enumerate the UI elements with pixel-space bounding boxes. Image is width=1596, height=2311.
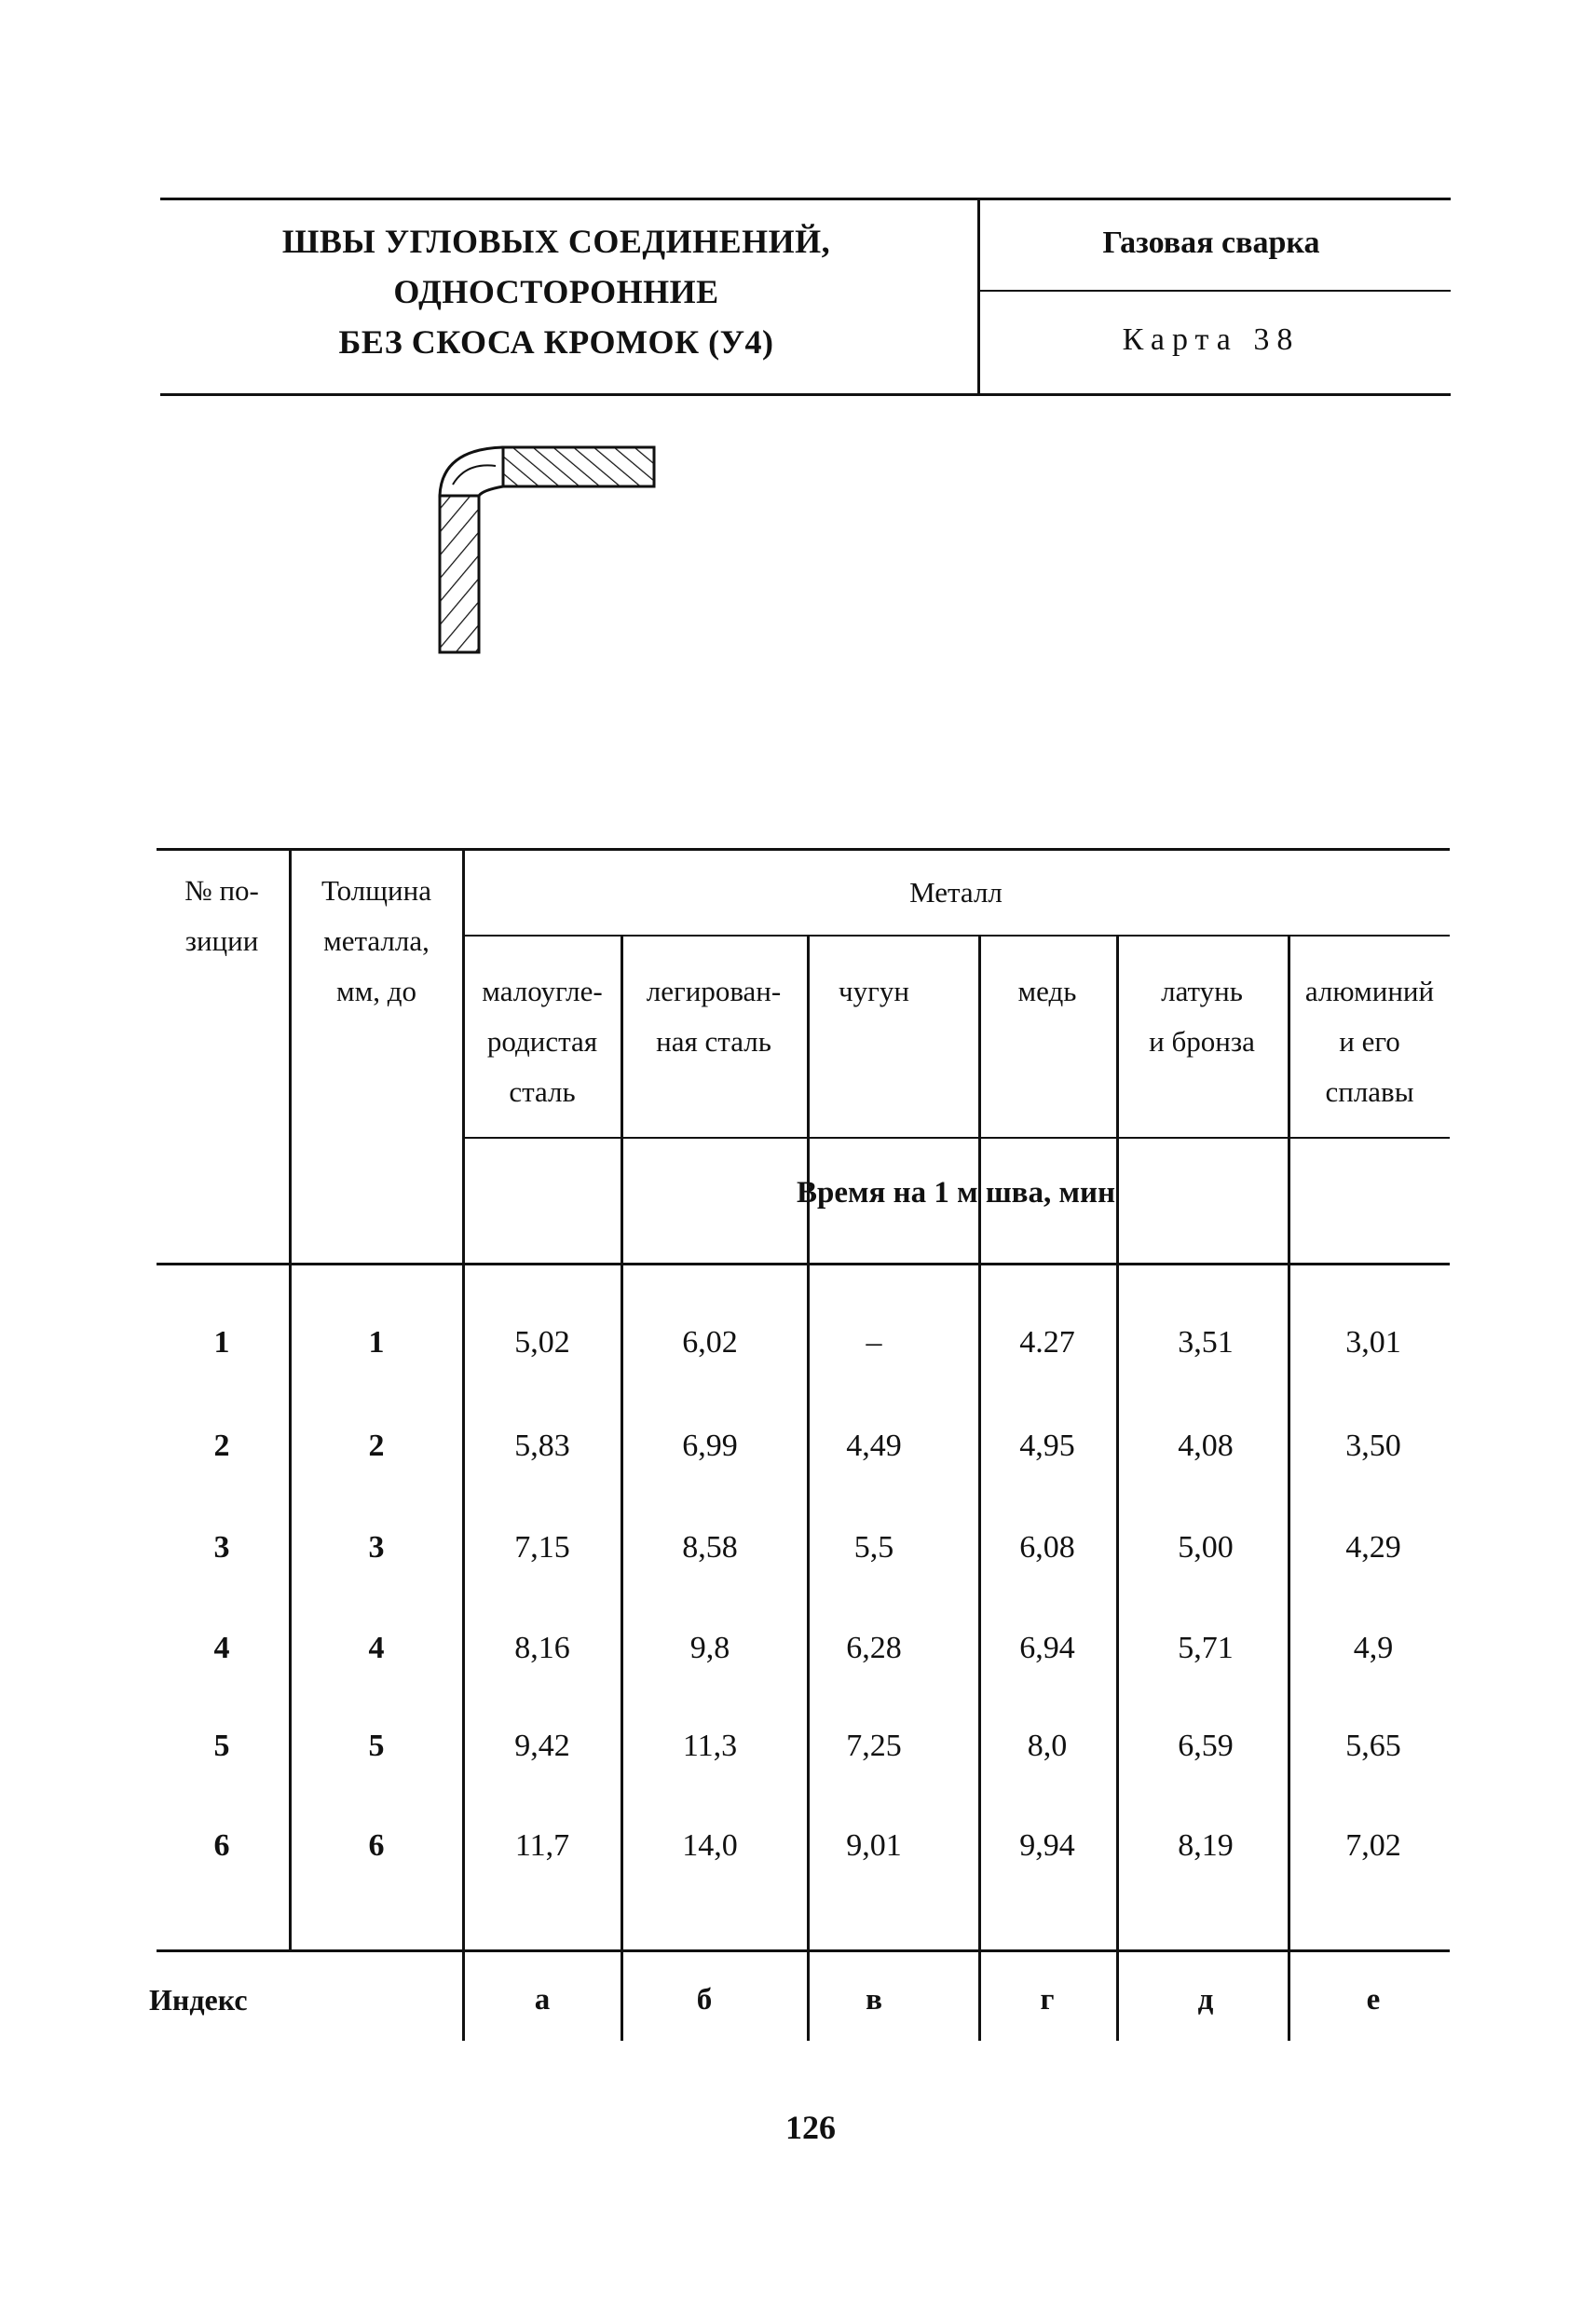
row-position: 4 (213, 1631, 230, 1665)
title-right-divider (977, 290, 1451, 292)
time-value-cell: 5,83 (514, 1429, 570, 1463)
metal-header-steel-line-2: родистая (486, 1025, 598, 1058)
time-value-cell: 8,58 (682, 1530, 738, 1565)
time-value-cell: 6,08 (1019, 1530, 1075, 1565)
time-value-cell: 9,8 (689, 1631, 730, 1665)
metal-header-alloy-line-1: легирован- (646, 975, 782, 1007)
time-value-cell: 6,59 (1178, 1729, 1234, 1763)
position-header-line-2: зиции (184, 924, 259, 957)
metal-header-brass-line-2: и бронза (1149, 1025, 1255, 1058)
row-thickness: 2 (368, 1429, 385, 1463)
time-value-cell: – (866, 1325, 882, 1360)
metal-header-aluminium-line-2: и его (1339, 1025, 1400, 1058)
time-value-cell: 8,0 (1027, 1729, 1068, 1763)
row-thickness: 4 (368, 1631, 385, 1665)
time-value-cell: 9,01 (846, 1828, 902, 1863)
index-cell: е (1366, 1983, 1381, 2017)
time-value-cell: 4,95 (1019, 1429, 1075, 1463)
time-value-cell: 4,9 (1353, 1631, 1394, 1665)
row-thickness: 6 (368, 1828, 385, 1863)
index-cell: а (534, 1983, 551, 2017)
vertical-plate (440, 496, 479, 652)
time-value-cell: 6,94 (1019, 1631, 1075, 1665)
index-cell: д (1197, 1983, 1214, 2017)
time-value-cell: 7,25 (846, 1729, 902, 1763)
title-line-2: ОДНОСТОРОННИЕ (393, 273, 719, 310)
weld-figure-svg (429, 429, 671, 662)
time-value-cell: 5,00 (1178, 1530, 1234, 1565)
col-divider-4 (807, 935, 810, 2041)
metal-header-copper: медь (1017, 975, 1077, 1007)
time-value-cell: 3,50 (1345, 1429, 1401, 1463)
time-value-cell: 4,49 (846, 1429, 902, 1463)
index-cell: б (696, 1983, 713, 2017)
corner-joint-diagram (429, 429, 671, 662)
time-value-cell: 3,51 (1178, 1325, 1234, 1360)
time-value-cell: 5,71 (1178, 1631, 1234, 1665)
time-value-cell: 5,65 (1345, 1729, 1401, 1763)
time-value-cell: 6,02 (682, 1325, 738, 1360)
title-top-rule (160, 198, 1451, 200)
metal-header-steel-line-1: малоугле- (482, 975, 603, 1007)
col-divider-5 (978, 935, 981, 2041)
row-thickness: 3 (368, 1530, 385, 1565)
metal-header-aluminium-line-3: сплавы (1325, 1075, 1414, 1108)
row-position: 1 (213, 1325, 230, 1360)
title-line-1: ШВЫ УГЛОВЫХ СОЕДИНЕНИЙ, (281, 223, 831, 260)
time-value-cell: 4,08 (1178, 1429, 1234, 1463)
thickness-header-line-1: Толщина (321, 874, 431, 907)
index-label: Индекс (149, 1983, 248, 2017)
time-value-cell: 7,02 (1345, 1828, 1401, 1863)
body-bottom-rule (157, 1949, 1450, 1952)
row-position: 6 (213, 1828, 230, 1863)
col-divider-6 (1116, 935, 1119, 2041)
process-label: Газовая сварка (1102, 226, 1320, 260)
time-value-cell: 4.27 (1019, 1325, 1075, 1360)
title-bottom-rule (160, 393, 1451, 396)
time-value-cell: 6,28 (846, 1631, 902, 1665)
metal-group-rule (464, 935, 1450, 937)
index-cell: в (866, 1983, 882, 2017)
thickness-header-line-3: мм, до (335, 975, 417, 1007)
position-header-line-1: № по- (184, 874, 259, 907)
time-value-cell: 4,29 (1345, 1530, 1401, 1565)
title-divider (977, 198, 980, 395)
metal-header-rule (464, 1137, 1450, 1139)
row-thickness: 1 (368, 1325, 385, 1360)
time-value-cell: 9,94 (1019, 1828, 1075, 1863)
col-divider-7 (1288, 935, 1290, 2041)
time-value-cell: 8,19 (1178, 1828, 1234, 1863)
header-bottom-rule (157, 1263, 1450, 1265)
thickness-header-line-2: металла, (323, 924, 430, 957)
col-divider-2 (462, 848, 465, 2041)
row-position: 3 (213, 1530, 230, 1565)
time-value-cell: 6,99 (682, 1429, 738, 1463)
time-value-cell: 5,5 (853, 1530, 894, 1565)
col-divider-3 (621, 935, 623, 2041)
table-top-rule (157, 848, 1450, 851)
metal-header-alloy-line-2: ная сталь (656, 1025, 771, 1058)
metal-header-cast-iron: чугун (839, 975, 909, 1007)
row-position: 2 (213, 1429, 230, 1463)
row-position: 5 (213, 1729, 230, 1763)
time-value-cell: 8,16 (514, 1631, 570, 1665)
time-value-cell: 14,0 (682, 1828, 738, 1863)
time-unit-label: Время на 1 м шва, мин (796, 1176, 1116, 1210)
title-line-3: БЕЗ СКОСА КРОМОК (У4) (338, 323, 774, 361)
time-value-cell: 11,7 (514, 1828, 570, 1863)
horizontal-plate (503, 447, 654, 486)
time-value-cell: 9,42 (514, 1729, 570, 1763)
time-value-cell: 5,02 (514, 1325, 570, 1360)
index-cell: г (1040, 1983, 1055, 2017)
time-value-cell: 3,01 (1345, 1325, 1401, 1360)
metal-header-steel-line-3: сталь (509, 1075, 576, 1108)
time-value-cell: 11,3 (682, 1729, 738, 1763)
time-value-cell: 7,15 (514, 1530, 570, 1565)
metal-group-header: Металл (909, 876, 1003, 909)
row-thickness: 5 (368, 1729, 385, 1763)
col-divider-1 (289, 848, 292, 1949)
card-label: Карта 38 (1122, 322, 1301, 357)
metal-header-aluminium-line-1: алюминий (1304, 975, 1435, 1007)
weld-bead (440, 447, 503, 496)
metal-header-brass-line-1: латунь (1161, 975, 1243, 1007)
page-number: 126 (785, 2109, 836, 2146)
